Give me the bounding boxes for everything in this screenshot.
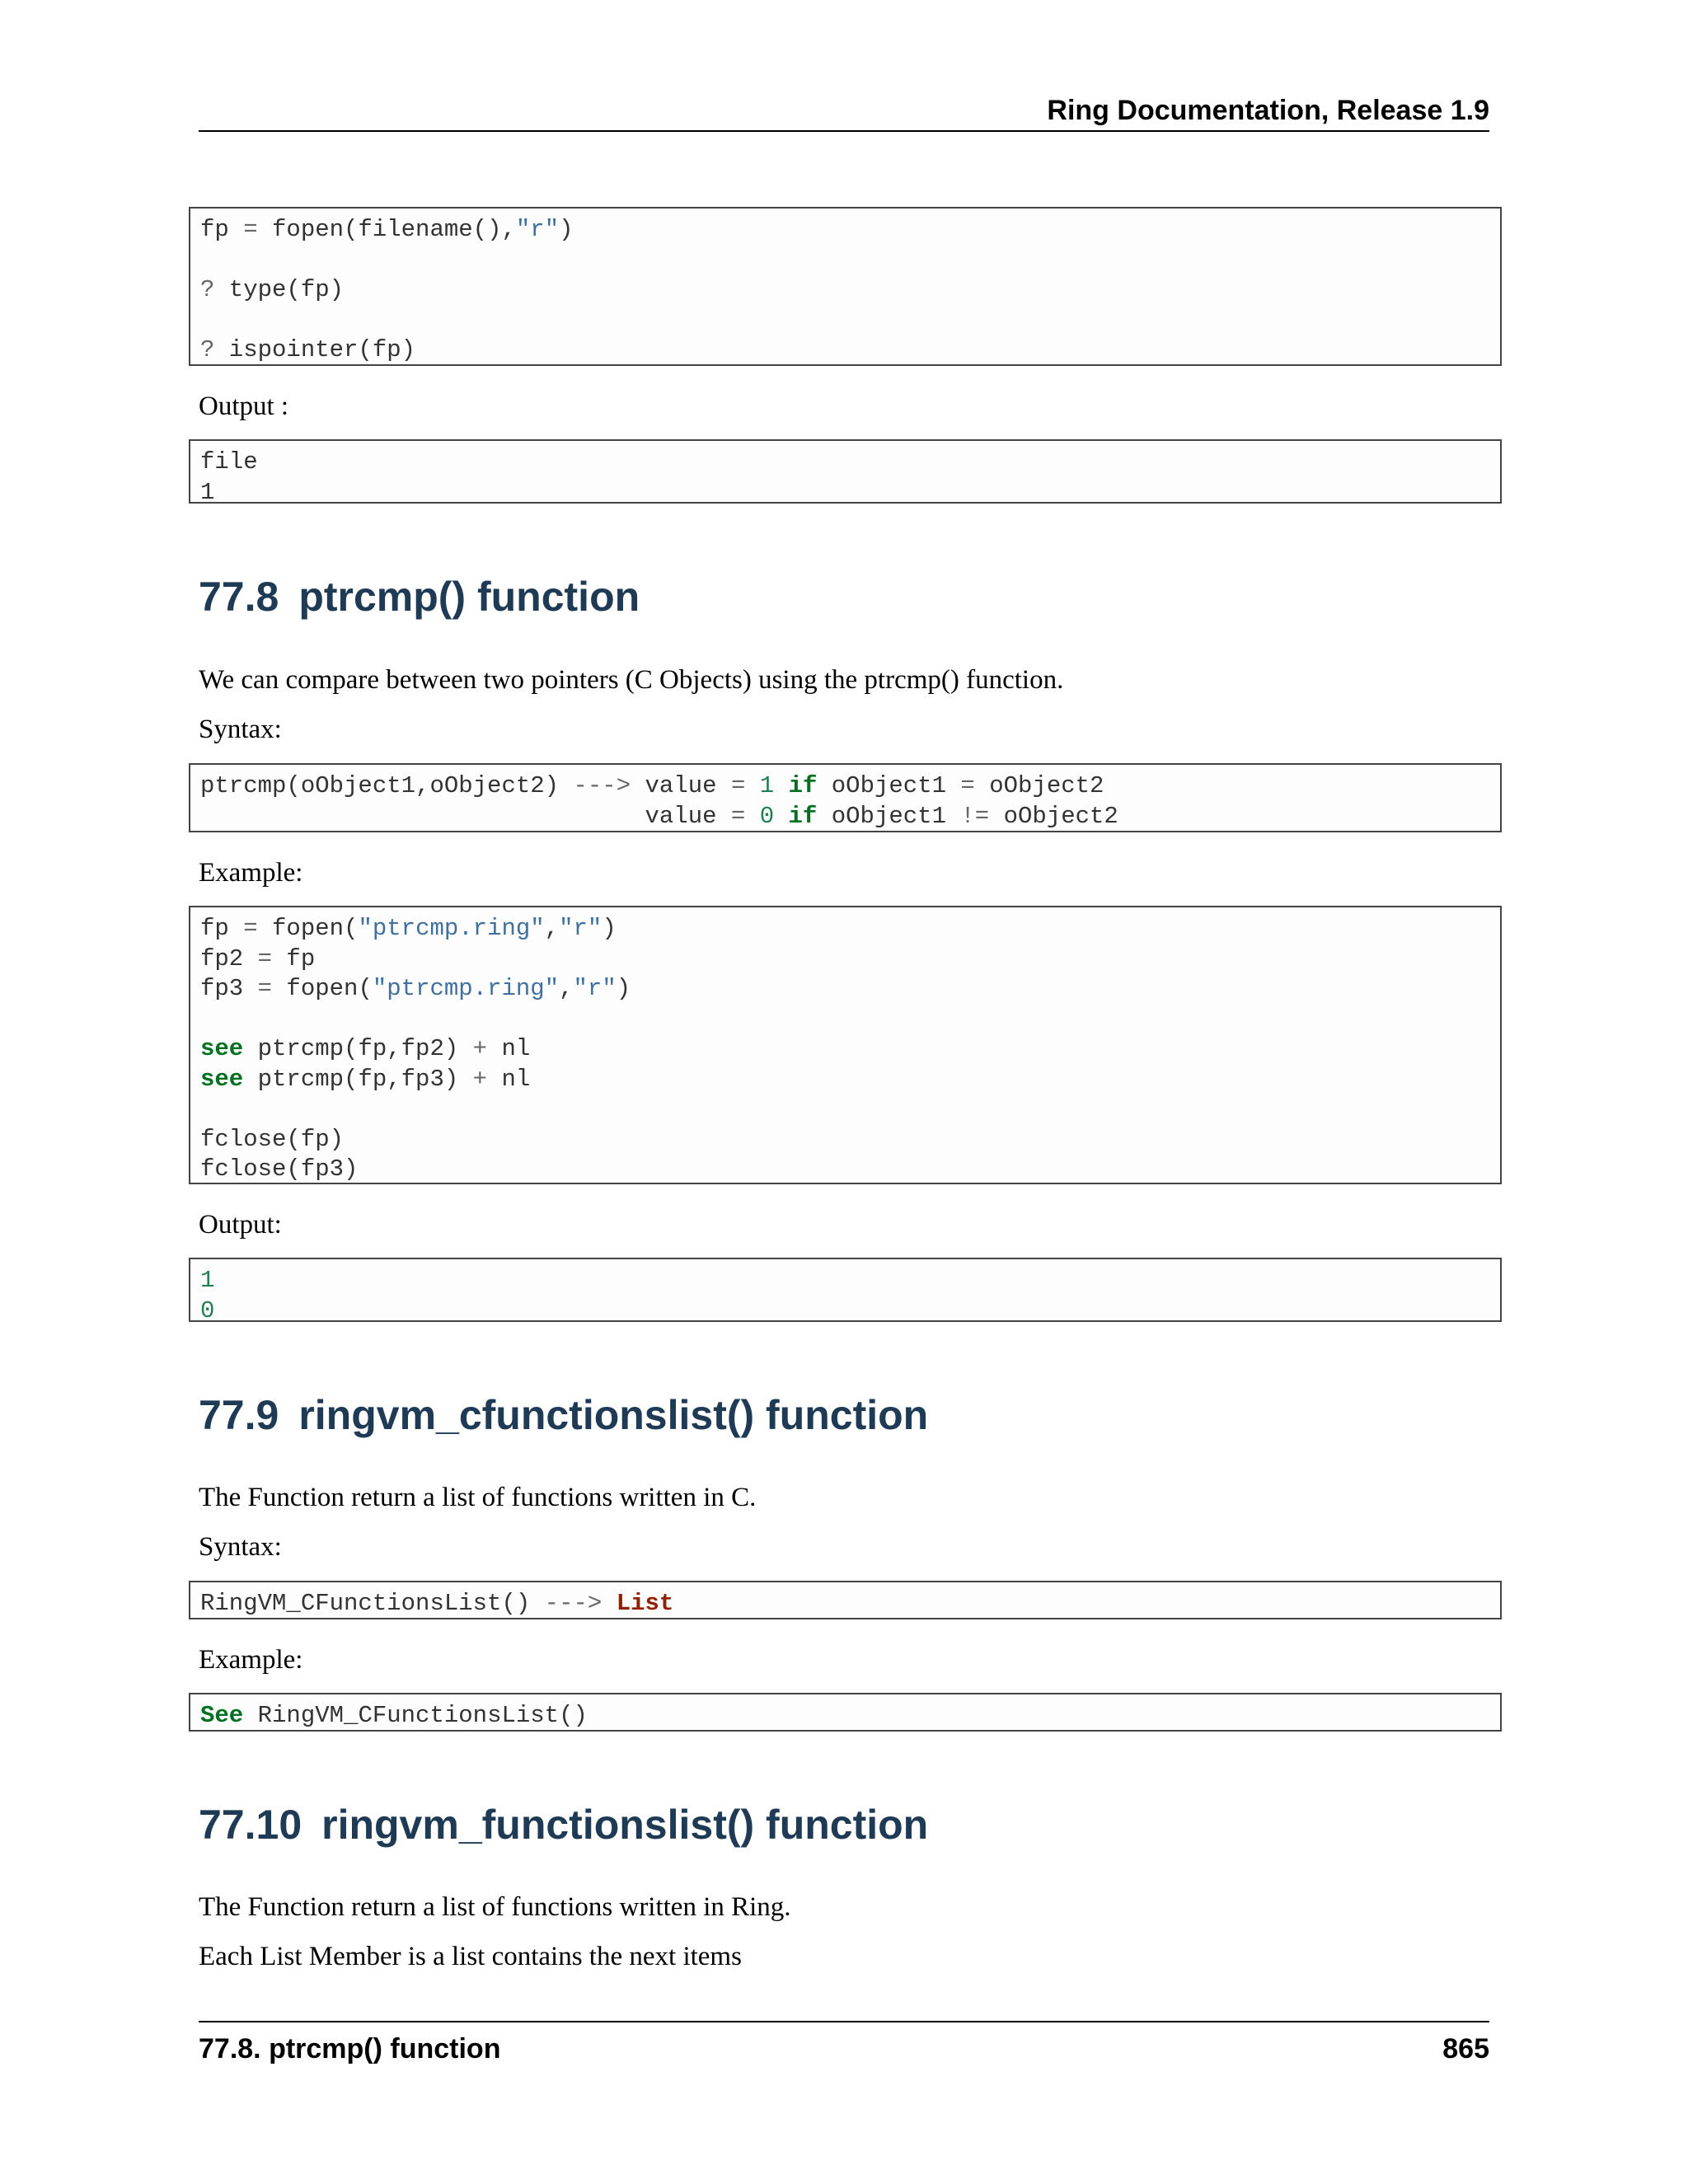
code-token: fp2: [200, 944, 258, 972]
code-token: List: [616, 1590, 674, 1617]
code-token: fopen(: [257, 915, 359, 942]
code-token: ): [559, 216, 574, 243]
code-token: 1: [759, 772, 775, 799]
code-token: ptrcmp(oObject1,oObject2): [200, 772, 574, 799]
example-label: Example:: [199, 1645, 303, 1675]
code-token: fopen(filename(),: [257, 216, 516, 243]
code-token: "r": [573, 975, 617, 1002]
code-token: value: [631, 772, 731, 799]
code-token: ispointer(fp): [214, 336, 416, 363]
section-description: The Function return a list of functions written in Ring.: [199, 1892, 791, 1922]
output-label: Output :: [199, 391, 289, 421]
code-line: [200, 944, 1490, 975]
code-line: [200, 1065, 1490, 1095]
code-line: [200, 1296, 1490, 1323]
code-line: [200, 1155, 1490, 1184]
code-token: fp: [272, 944, 316, 972]
code-token: +: [472, 1035, 488, 1062]
code-token: ,: [559, 975, 574, 1002]
footer-section: 77.8. ptrcmp() function: [199, 2033, 501, 2064]
section-heading-77-9: [199, 1390, 1489, 1440]
code-token: file: [200, 448, 258, 476]
code-token: =: [257, 975, 273, 1002]
code-line: [200, 771, 1490, 802]
code-token: ): [616, 975, 631, 1002]
section-title: ptrcmp() function: [298, 574, 640, 620]
code-line: [200, 215, 1490, 246]
example-label: Example:: [199, 858, 303, 888]
code-token: see: [200, 1035, 244, 1062]
code-token: see: [200, 1065, 244, 1093]
section-note: Each List Member is a list contains the next items: [199, 1942, 742, 1971]
section-description: We can compare between two pointers (C Objects) using the ptrcmp() function.: [199, 665, 1064, 695]
code-token: [745, 772, 759, 799]
code-token: [774, 803, 788, 830]
code-token: --->: [573, 772, 631, 799]
code-line: [200, 478, 1490, 504]
code-line: [200, 1034, 1490, 1065]
code-token: ,: [544, 915, 560, 942]
code-block: [189, 207, 1502, 366]
page-number: 865: [1442, 2033, 1489, 2064]
code-token: fopen(: [272, 975, 373, 1002]
code-token: "ptrcmp.ring": [358, 915, 545, 942]
code-token: nl: [487, 1065, 531, 1093]
code-token: RingVM_CFunctionsList(): [243, 1702, 588, 1729]
section-number: 77.9: [199, 1392, 279, 1438]
code-token: ptrcmp(fp,fp2): [243, 1035, 473, 1062]
code-line: [200, 306, 1490, 336]
code-line: [200, 1589, 1490, 1619]
code-token: [602, 1590, 616, 1617]
output-label: Output:: [199, 1210, 282, 1240]
code-token: =: [960, 772, 975, 799]
code-token: value: [200, 802, 731, 830]
code-token: =: [730, 772, 746, 799]
code-token: oObject2: [974, 772, 1104, 799]
code-token: if: [788, 802, 818, 830]
code-token: oObject2: [989, 802, 1118, 830]
code-line: [200, 914, 1490, 944]
section-heading-77-10: [199, 1800, 1489, 1849]
syntax-code-block: [189, 1581, 1502, 1619]
code-line: [200, 1005, 1490, 1035]
section-title: ringvm_functionslist() function: [321, 1802, 929, 1848]
code-token: oObject1: [817, 802, 961, 830]
code-line: [200, 335, 1490, 366]
code-token: fp: [200, 915, 244, 942]
running-footer: [199, 2021, 1489, 2069]
code-token: [745, 803, 759, 830]
code-line: [200, 974, 1490, 1005]
code-token: ?: [200, 276, 215, 303]
code-token: oObject1: [817, 772, 961, 799]
code-token: ): [602, 915, 617, 942]
code-token: if: [788, 772, 818, 799]
section-heading-77-8: [199, 572, 1489, 621]
code-token: =: [243, 915, 258, 942]
code-line: [200, 1094, 1490, 1125]
output-block: [189, 439, 1502, 504]
section-title: ringvm_cfunctionslist() function: [298, 1392, 929, 1438]
syntax-label: Syntax:: [199, 715, 282, 744]
code-token: fp3: [200, 975, 258, 1002]
syntax-label: Syntax:: [199, 1532, 282, 1562]
code-token: [774, 772, 788, 799]
code-token: type(fp): [214, 276, 345, 303]
code-token: fp: [200, 216, 244, 243]
code-line: [200, 1266, 1490, 1296]
section-number: 77.10: [199, 1802, 302, 1848]
code-token: "r": [515, 216, 560, 243]
output-block: [189, 1258, 1502, 1322]
code-token: nl: [487, 1035, 531, 1062]
code-token: "r": [559, 915, 603, 942]
running-header: Ring Documentation, Release 1.9: [199, 91, 1489, 132]
code-token: =: [257, 944, 273, 972]
code-line: [200, 1125, 1490, 1155]
code-token: 0: [200, 1296, 215, 1322]
code-token: --->: [544, 1590, 603, 1617]
code-line: [200, 275, 1490, 306]
code-token: +: [472, 1065, 488, 1093]
section-description: The Function return a list of functions written in C.: [199, 1483, 757, 1512]
code-line: [200, 448, 1490, 478]
code-token: fclose(fp): [200, 1125, 345, 1153]
code-token: fclose(fp3): [200, 1155, 359, 1183]
code-token: ptrcmp(fp,fp3): [243, 1065, 473, 1093]
code-line: [200, 246, 1490, 276]
example-code-block: [189, 906, 1502, 1184]
syntax-code-block: [189, 763, 1502, 832]
code-token: =: [730, 802, 746, 830]
code-token: 1: [200, 478, 215, 504]
code-line: [200, 1701, 1490, 1732]
code-token: 0: [759, 802, 775, 830]
code-token: !=: [960, 802, 990, 830]
example-code-block: [189, 1693, 1502, 1732]
code-token: See: [200, 1702, 244, 1729]
code-token: RingVM_CFunctionsList(): [200, 1590, 545, 1617]
code-token: 1: [200, 1267, 215, 1294]
code-token: =: [243, 216, 258, 243]
section-number: 77.8: [199, 574, 279, 620]
code-line: [200, 802, 1490, 832]
code-token: "ptrcmp.ring": [372, 975, 560, 1002]
code-token: ?: [200, 336, 215, 363]
